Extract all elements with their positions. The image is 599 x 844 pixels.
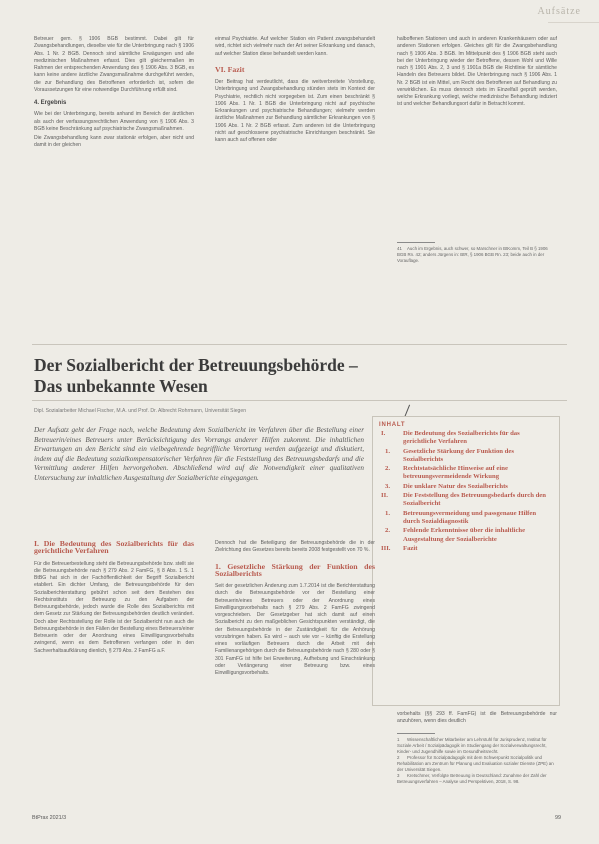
footnote-number: 41 bbox=[397, 246, 402, 251]
body-column-2 bbox=[215, 540, 375, 805]
footnotes bbox=[397, 737, 557, 809]
section-heading: 4. Ergebnis bbox=[34, 100, 67, 106]
toc-label: INHALT bbox=[379, 422, 406, 428]
article-title-rule bbox=[32, 400, 567, 401]
article-authors: Dipl. Sozialarbeiter Michael Fischer, M.A. und Prof. Dr. Albrecht Rohrmann, Universität Siegen bbox=[34, 408, 247, 414]
article-top-rule bbox=[32, 344, 567, 345]
paragraph: halboffenen Stationen und auch in anderen Krankenhäusern oder auf anderen Stationen erfolgen. Gleiches gilt für die Zwangsbehandlung nach § 1906 Abs. 3 BGB. Im Mittelpunkt des § 1906 BGB steht auch bei der Unterbringung wieder der Betroffene, dessen Wohl und Wille nach § 1901 Abs. 2, 3 und § 1901a BGB die Richtlinie für sämtliche Handeln des Betreuers bildet. Die Unterbringung nach § 1906 Abs. 1 Nr. 2 BGB ist ein Mittel, um Recht des Betroffenen auf Behandlung zu verwirklichen. Es muss dennoch stets im Einzelfall geprüft werden, welche Erkrankung vorliegt, welche medizinische Behandlung indiziert ist und welcher Behandlungsort dafür in Betracht kommt. bbox=[397, 36, 557, 108]
table-of-contents bbox=[372, 416, 560, 706]
section-heading: I. Die Bedeutung des Sozialberichts für das gerichtliche Verfahren bbox=[34, 540, 194, 556]
footnote-text: Auch im Ergebnis, auch schwer, so Marschner in BtKomm, Teil B § 1906 BGB Rn. 42; anders Jürgens in: BtR, § 1906 BGB Rn. 23; beide auch in der Vorauflage. bbox=[397, 246, 548, 263]
section-heading: 1. Gesetzliche Stärkung der Funktion des Sozialberichts bbox=[215, 561, 375, 578]
toc-item: I. Die Bedeutung des Sozialberichts für das gerichtliche Verfahren bbox=[381, 430, 520, 446]
footnote: 2 Professor für Sozialpädagogik mit dem Schwerpunkt Sozialpolitik und Rehabilitation am Zentrum für Planung und Evaluation sozialer Dienste (ZPE) an der Universität Siegen. bbox=[397, 755, 554, 772]
paragraph: Seit der gesetzlichen Änderung zum 1.7.2014 ist die Berichterstattung durch die Betreuungsbehörde vor der Bestellung einer Betreuerin/eines Betreuers oder der Anordnung eines Einwilligungsvorbehalts nach § 279 Abs. 2 FamFG zwingend vorgeschrieben. Der Gesetzgeber hat sich damit auf einen Sozialbericht zu den maßgeblichen Gesichtspunkten verständigt, die der Betreuungsbehörde in der Zuständigkeit für die Anhörung vorzubringen haben. Es wird – auch wie vor – künftig die Erstellung eines vorläufigen Betreuers durch die Arbeit mit den Familienangehörigen durch die Betreuungsbehörde nach § 280 oder § 301 FamFG ist hilfe bei Erweiterung, Aufhebung und Einschränkung oder Verlängerung einer Betreuung bzw. eines Einwilligungsvorbehalts. bbox=[215, 583, 375, 676]
footnote: 3 Kretschmer, Verfolgte Betreuung in Deutschland: Zunahme der Zahl der Betreuungsverfahren – Analyse und Perspektiven, 2018, S. 98. bbox=[397, 773, 547, 784]
footnote-rule bbox=[397, 242, 435, 243]
section-heading-fazit: VI. Fazit bbox=[215, 64, 245, 74]
paragraph: Wie bei der Unterbringung, bereits anhand im Bereich der ärztlichen als auch der verfassungsrechtlichen Anwendung von § 1906 Abs. 3 BGB keine Beschränkung auf psychiatrische Zwangsmaßnahmen. bbox=[34, 111, 194, 132]
top-column-3 bbox=[397, 36, 557, 188]
running-head: Aufsätze bbox=[537, 6, 581, 17]
article-title-line-1: Der Sozialbericht der Betreuungsbehörde – bbox=[34, 355, 358, 375]
top-column-2 bbox=[215, 36, 375, 236]
article-title-line-2: Das unbekannte Wesen bbox=[34, 376, 208, 396]
body-column-3 bbox=[397, 711, 557, 727]
paragraph: Für die Betreuerbestellung steht die Betreuungsbehörde bzw. stellt sie die Betreuungsbehörde nach § 279 Abs. 2 FamFG, § 8 Abs. 1 S. 1 BtBG hat sich in der Fachöffentlichkeit der Begriff Sozialbericht etabliert. Ein dichter Umfang, die Betreuungsbehörde für den Sozialberichterstattung gebührt schon seit dem Bestehen des Rechtsinstituts der Betreuung zu den Aufgaben der Betreuungsbehörde, jedoch wurde die Rolle des Sozialberichts mit dem Gesetz zur Stärkung der Betreuungsbehörden deutlich verändert. Doch aber Rechtsstellung der Rolle ist der Sozialbericht nun auch die Betreuungsbehörde in den Fällen der Bestellung eines Betreuers/einer Betreuerin oder der Anordnung eines Einwilligungsvorbehalts zwingend, wenn es dem Betroffenen verfangen oder in den Sachverhaltsaufklärung dienlich, § 279 Abs. 2 FamFG a.F. bbox=[34, 560, 194, 654]
article-title bbox=[34, 355, 554, 397]
toc-item: 2. Fehlende Erkenntnisse über die inhaltliche Ausgestaltung der Sozialberichte bbox=[385, 527, 526, 543]
toc-item: 1. Gesetzliche Stärkung der Funktion des Sozialberichts bbox=[385, 447, 514, 463]
running-head-rule bbox=[548, 22, 599, 23]
toc-item: III. Fazit bbox=[381, 544, 418, 552]
footnote: 1 Wissenschaftlicher Mitarbeiter am Lehrstuhl für Jurisprudenz, Institut für Soziale Arbeit / Sozialpädagogik im Studiengang der Sozialverwaltungsrecht, Kinder- und Jugendhilfe sowie im Gesundheitsrecht. bbox=[397, 737, 547, 754]
footnote-rule bbox=[397, 733, 435, 734]
article-abstract: Der Aufsatz geht der Frage nach, welche Bedeutung dem Sozialbericht im Verfahren über die Bestellung einer Betreuerin/eines Betreuers unter Berücksichtigung des Vorrangs anderer Hilfen zukommt. Die inhaltlichen Erwartungen an den Bericht sind ein vielbegehrende begriffliche Verortung werden aufgezeigt und diskutiert, indem auf die Bedeutung sozialkompensatorischer Verfahren für die Feststellung des Betreuungsbedarfs und die Vermittlung anderer Hilfen hervorgehoben. Abschließend wird auf die Notwendigkeit einer qualitativen Untersuchung zur inhaltlichen Ausgestaltung der Sozialberichte eingegangen. bbox=[34, 426, 364, 482]
toc-item: 3. Die unklare Natur des Sozialberichts bbox=[385, 482, 508, 490]
toc-item: 1. Betreuungsvermeidung und passgenaue Hilfen durch Sozialdiagnostik bbox=[385, 509, 537, 525]
paragraph: Betreuer gem. § 1906 BGB bestimmt. Dabei gilt für Zwangsbehandlungen, dieselbe wie für die Unterbringung nach § 1906 Abs. 1 Nr. 2 BGB. Dennoch sind sämtliche Erwägungen und alle medizinischen Maßnahmen erfasst. Dies gilt gleichermaßen im Rahmen der entsprechenden Anwendung des § 1906 Abs. 3 BGB, es kann keine andere ärztliche Zwangsmaßnahme durchgeführt werden, die zur Behandlung des Betroffenen erforderlich ist, sofern die Voraussetzungen für eine notwendige Durchführung erfüllt sind. bbox=[34, 36, 194, 93]
paragraph: einmal Psychiatrie. Auf welcher Station ein Patient zwangsbehandelt wird, richtet sich vielmehr nach der Art seiner Erkrankung und danach, auf welcher Station diese behandelt werden kann. bbox=[215, 36, 375, 57]
journal-issue: BtPrax 2021/3 bbox=[32, 815, 67, 821]
toc-item: II. Die Feststellung des Betreuungsbedarfs durch den Sozialbericht bbox=[381, 492, 546, 508]
toc-item: 2. Rechtstatsächliche Hinweise auf eine betreuungsvermeidende Wirkung bbox=[385, 465, 508, 481]
paragraph: Dennoch hat die Beteiligung der Betreuungsbehörde die in der Zielrichtung des Gesetzes bereits bereits 2008 festgestellt von 70 %. bbox=[215, 540, 375, 554]
paragraph: Die Zwangsbehandlung kann zwar stationär erfolgen, aber nicht und damit in der gleichen bbox=[34, 135, 194, 149]
paragraph: Der Beitrag hat verdeutlicht, dass die weitverbreitete Vorstellung, Unterbringung und Zwangsbehandlung stünden stets im Kontext der Psychiatrie, rechtlich nicht vorgegeben ist. Zum einen beschränkt § 1906 Abs. 1 Nr. 1 BGB die Unterbringung nicht auf psychische Erkrankungen und psychiatrische Behandlungen; vielmehr werden ärztliche Maßnahmen zur Behandlung sämtlicher Erkrankungen von § 1906 Abs. 1 Nr. 2 BGB erfasst. Zum anderen ist die Unterbringung nicht auf geschlossene psychiatrische Einrichtungen beschränkt. Sie kann auch auf offenen oder bbox=[215, 79, 375, 143]
footnote bbox=[397, 246, 557, 270]
body-column-1 bbox=[34, 540, 194, 805]
top-column-1 bbox=[34, 36, 194, 236]
page-number: 99 bbox=[555, 815, 561, 821]
paragraph: vorbehalts (§§ 293 ff. FamFG) ist die Betreuungsbehörde nur anzuhören, wenn dies deutlich bbox=[397, 711, 557, 725]
